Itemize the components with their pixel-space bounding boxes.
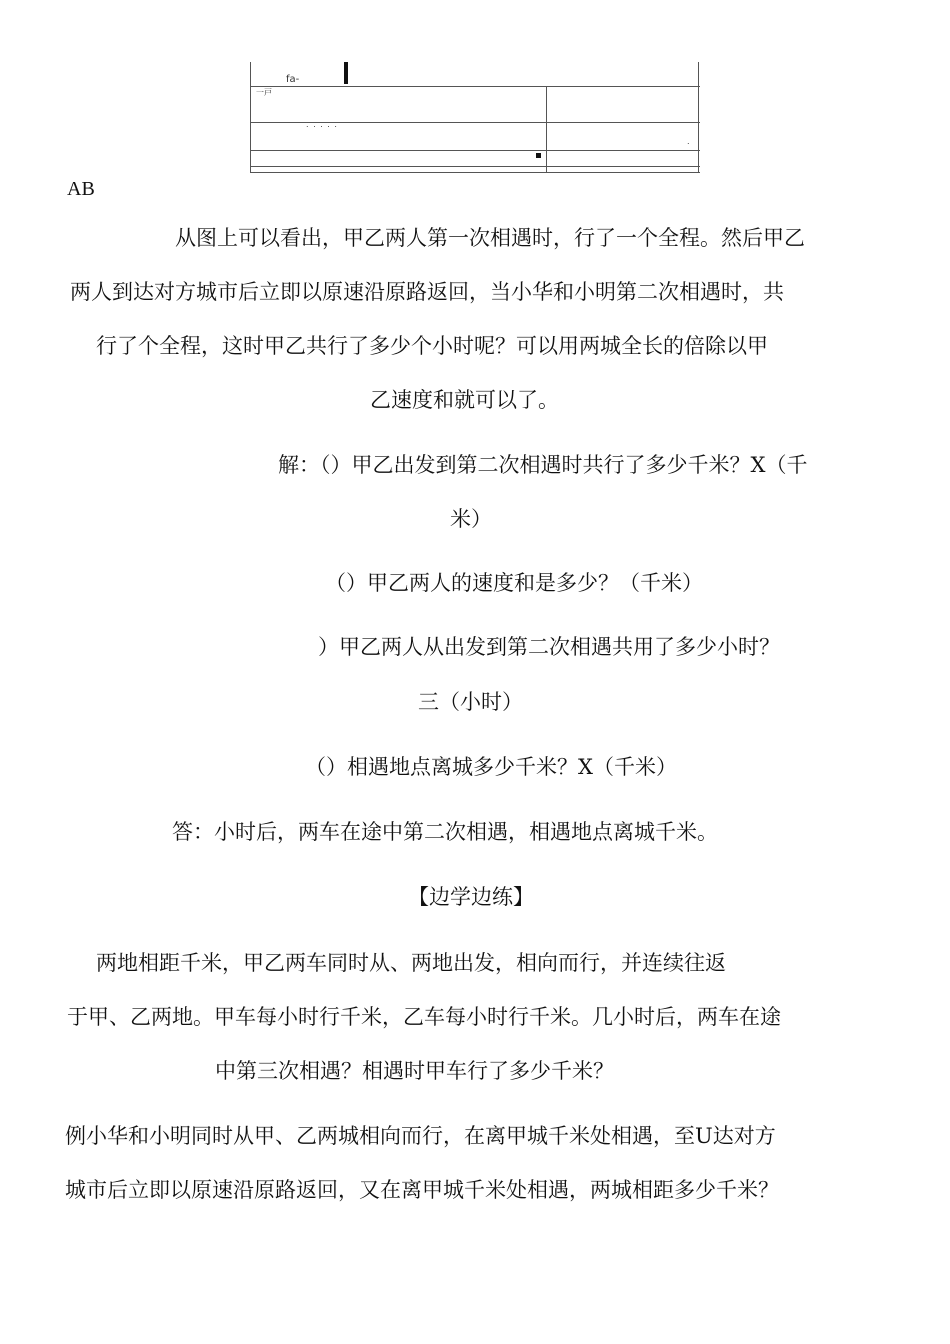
marker-square bbox=[536, 153, 541, 158]
solution-step-4: （）相遇地点离城多少千米？X（千米） bbox=[305, 755, 677, 779]
figure-dots: . . . . . bbox=[306, 120, 338, 129]
paragraph-line: 从图上可以看出，甲乙两人第一次相遇时，行了一个全程。然后甲乙 bbox=[175, 226, 805, 250]
figure-tick: . bbox=[687, 137, 690, 146]
exercise-1-line: 两地相距千米，甲乙两车同时从、两地出发，相向而行，并连续往返 bbox=[96, 951, 726, 975]
solution-step-1-cont: 米） bbox=[450, 507, 492, 531]
figure-label-fa: fa- bbox=[286, 74, 300, 85]
solution-step-3: ）甲乙两人从出发到第二次相遇共用了多少小时？ bbox=[318, 635, 780, 659]
paragraph-line: 行了个全程，这时甲乙共行了多少个小时呢？可以用两城全长的倍除以甲 bbox=[96, 334, 768, 358]
marker-bar bbox=[344, 62, 348, 84]
solution-step-2: （）甲乙两人的速度和是多少？（千米） bbox=[325, 571, 703, 595]
figure-line bbox=[250, 166, 700, 167]
paragraph-line: 乙速度和就可以了。 bbox=[370, 388, 559, 412]
solution-step-1: 解：（）甲乙出发到第二次相遇时共行了多少千米？X（千 bbox=[278, 453, 808, 477]
figure-line bbox=[250, 150, 700, 151]
figure-line bbox=[250, 86, 700, 87]
figure-left-border bbox=[250, 62, 251, 172]
figure-line bbox=[250, 172, 700, 173]
figure-divider bbox=[546, 86, 547, 172]
answer: 答：小时后，两车在途中第二次相遇，相遇地点离城千米。 bbox=[172, 820, 718, 844]
figure-right-border bbox=[698, 62, 699, 172]
solution-step-3-result: 三（小时） bbox=[418, 690, 523, 714]
diagram-figure bbox=[250, 62, 700, 174]
example-line: 例小华和小明同时从甲、乙两城相向而行，在离甲城千米处相遇，至U达对方 bbox=[65, 1124, 776, 1148]
section-title: 【边学边练】 bbox=[408, 885, 534, 909]
points-label: AB bbox=[67, 178, 95, 200]
example-line: 城市后立即以原速沿原路返回，又在离甲城千米处相遇，两城相距多少千米？ bbox=[65, 1178, 779, 1202]
exercise-1-line: 中第三次相遇？相遇时甲车行了多少千米？ bbox=[215, 1059, 614, 1083]
exercise-1-line: 于甲、乙两地。甲车每小时行千米，乙车每小时行千米。几小时后，两车在途 bbox=[67, 1005, 781, 1029]
paragraph-line: 两人到达对方城市后立即以原速沿原路返回，当小华和小明第二次相遇时，共 bbox=[70, 280, 784, 304]
figure-label-hu: 一戸 bbox=[256, 88, 272, 97]
